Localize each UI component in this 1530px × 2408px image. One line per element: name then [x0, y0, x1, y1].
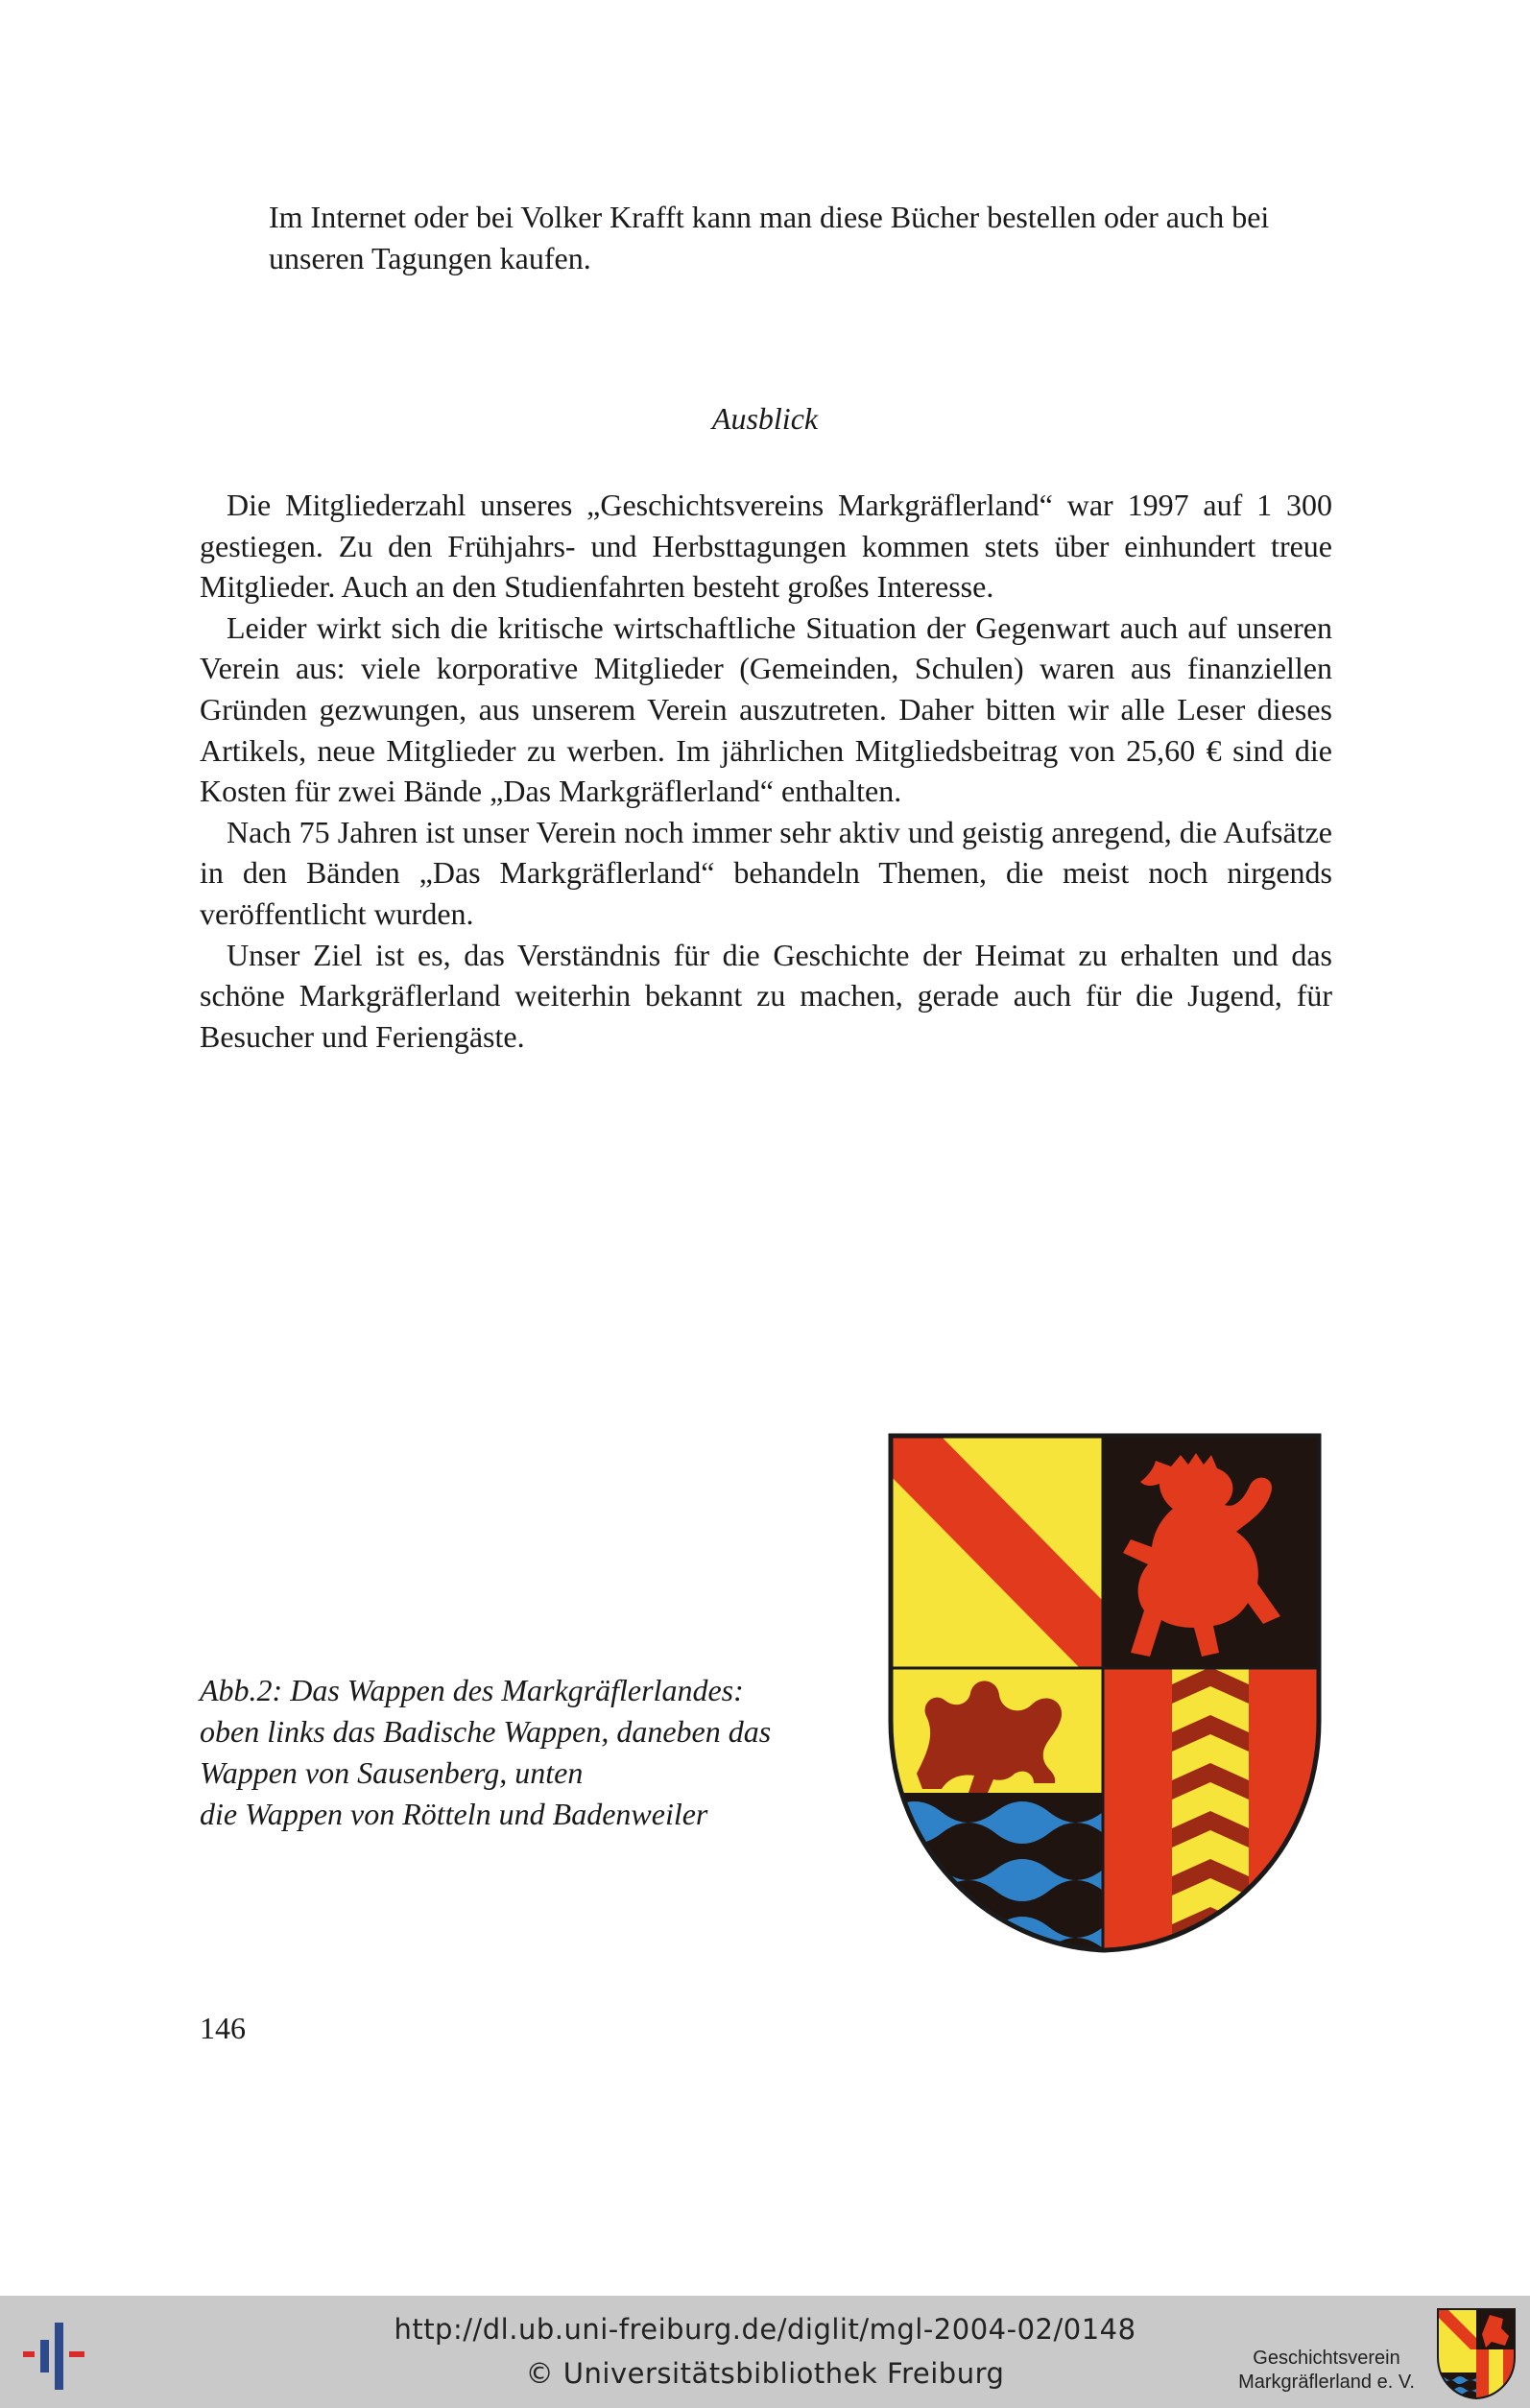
society-coat-icon [1436, 2307, 1517, 2399]
footer-bar [0, 2296, 1530, 2408]
footer-copyright: © Universitätsbibliothek Freiburg [525, 2357, 1005, 2390]
society-line: Markgräflerland e. V. [1238, 2372, 1415, 2393]
section-body [200, 485, 1332, 1057]
caption-line: oben links das Badische Wappen, daneben das [200, 1714, 772, 1749]
paragraph: Die Mitgliederzahl unseres „Geschichtsvereins Markgräflerland“ war 1997 auf 1 300 gestiegen. Zu den Frühjahrs- und Herbsttagungen kommen stets über einhundert treue Mitglieder. Auch an den Studienfahrten besteht großes Interesse. [200, 488, 1332, 605]
figure-caption [200, 1670, 872, 1835]
caption-line: die Wappen von Rötteln und Badenweiler [200, 1797, 708, 1831]
society-name [1217, 2347, 1436, 2395]
paragraph: Unser Ziel ist es, das Verständnis für die Geschichte der Heimat zu erhalten und das schöne Markgräflerland weiterhin bekannt zu machen, gerade auch für die Jugend, für Besucher und Feriengäste. [200, 937, 1332, 1054]
coat-of-arms-image [888, 1433, 1322, 1953]
paragraph: Nach 75 Jahren ist unser Verein noch immer sehr aktiv und geistig anregend, die Aufsätze in den Bänden „Das Markgräflerland“ behandeln Themen, die meist noch nirgends veröffentlicht wurden. [200, 814, 1332, 931]
section-heading: Ausblick [711, 401, 819, 436]
caption-line: Wappen von Sausenberg, unten [200, 1755, 584, 1790]
paragraph: Leider wirkt sich die kritische wirtschaftliche Situation der Gegenwart auch auf unseren Verein aus: viele korporative Mitglieder (Gemeinden, Schulen) waren aus finanziellen Gründen gezwungen, aus unserem Verein auszutreten. Daher bitten wir alle Leser dieses Artikels, neue Mitglieder zu werben. Im jährlichen Mitgliedsbeitrag von 25,60 € sind die Kosten für zwei Bände „Das Markgräflerland“ enthalten. [200, 609, 1332, 809]
page-number: 146 [200, 2011, 246, 2045]
footer-url-link[interactable]: http://dl.ub.uni-freiburg.de/diglit/mgl-2004-02/0148 [394, 2313, 1136, 2346]
society-line: Geschichtsverein [1253, 2348, 1400, 2369]
intro-paragraph: Im Internet oder bei Volker Krafft kann man diese Bücher bestellen oder auch bei unseren Tagungen kaufen. [269, 200, 1270, 275]
caption-line: Abb.2: Das Wappen des Markgräflerlandes: [200, 1673, 744, 1707]
